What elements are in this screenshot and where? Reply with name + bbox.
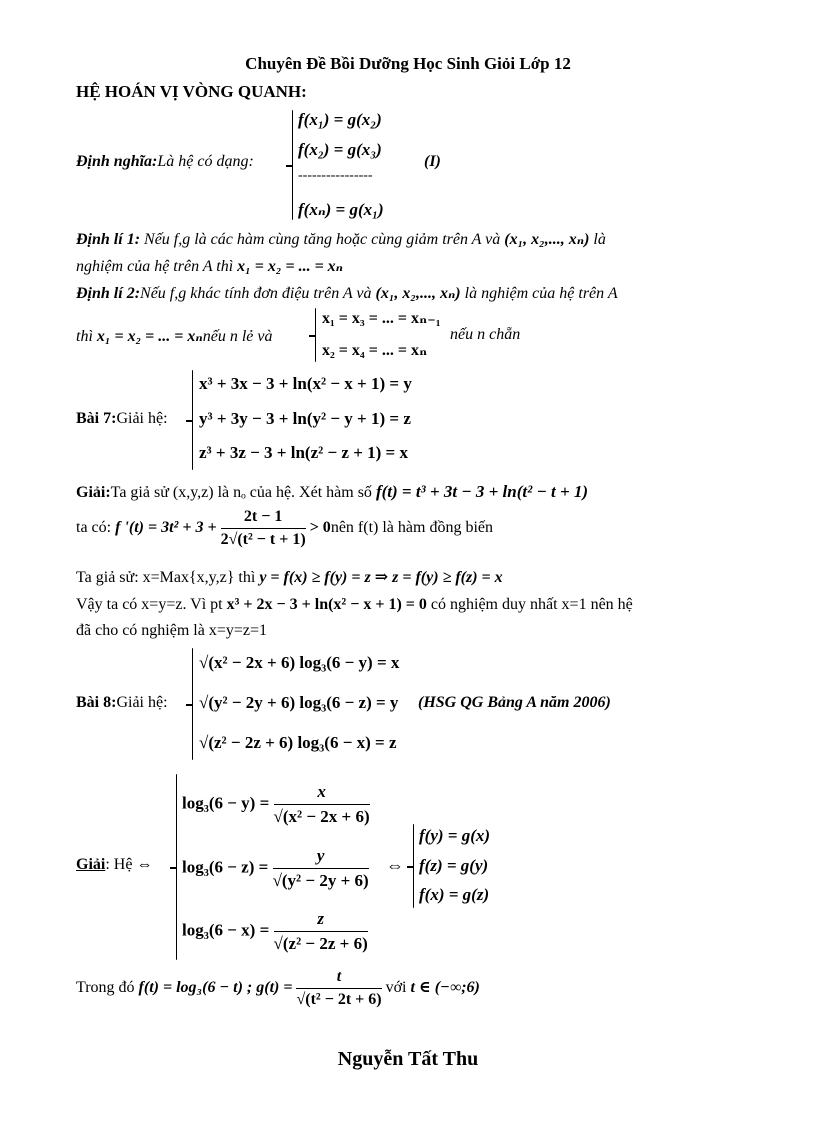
bai8-row3-num: z bbox=[274, 909, 368, 932]
bai7-line3 bbox=[76, 567, 503, 587]
theorem1-line2 bbox=[76, 256, 343, 276]
theorem2-even-brace bbox=[315, 308, 316, 362]
bai8-solution-text: : Hệ ⇔ bbox=[105, 856, 153, 873]
bai7-eq1: x³ + 3x − 3 + ln(x² − x + 1) = y bbox=[199, 374, 412, 393]
section-heading: HỆ HOÁN VỊ VÒNG QUANH: bbox=[76, 82, 307, 101]
bai7-line3-math: y = f(x) ≥ f(y) = z ⇒ z = f(y) ≥ f(z) = x bbox=[259, 569, 503, 586]
bai8-fg-1: f(y) = g(x) bbox=[419, 826, 491, 845]
bai8-solution-intro bbox=[76, 856, 152, 874]
bai7-label: Bài 7: bbox=[76, 410, 117, 427]
theorem1-text-b: là bbox=[589, 231, 606, 248]
bai8-row1-lhs: log₃(6 − y) = bbox=[182, 793, 274, 813]
bai8-equiv-symbol: ⇔ bbox=[386, 855, 404, 875]
document-title: Chuyên Đề Bồi Dưỡng Học Sinh Giỏi Lớp 12 bbox=[245, 54, 571, 73]
theorem2-text-e: nếu n chẵn bbox=[450, 326, 521, 343]
bai8-row1-fraction bbox=[274, 782, 370, 827]
definition-tag: (I) bbox=[424, 153, 441, 170]
bai8-fg-2: f(z) = g(y) bbox=[419, 856, 489, 875]
definition-label: Định nghĩa: bbox=[76, 153, 158, 170]
bai7-eq3: z³ + 3z − 3 + ln(z² − z + 1) = x bbox=[199, 443, 408, 462]
bai8-where-fraction bbox=[296, 968, 381, 1009]
author-name: Nguyễn Tất Thu bbox=[337, 1048, 479, 1070]
bai7-solution-label: Giải: bbox=[76, 484, 111, 501]
bai8-eq2: √(y² − 2y + 6) log₃(6 − z) = y bbox=[199, 693, 399, 712]
theorem2-tuple: (x₁, x₂,..., xₙ) bbox=[375, 285, 461, 302]
theorem1-tuple: (x₁, x₂,..., xₙ) bbox=[504, 231, 590, 248]
bai7-function: f(t) = t³ + 3t − 3 + ln(t² − t + 1) bbox=[375, 482, 589, 501]
bai8-solution-brace bbox=[176, 774, 177, 960]
bai8-row2-fraction bbox=[273, 846, 369, 891]
bai8-where-num: t bbox=[296, 968, 381, 989]
definition-eq-n: f(xₙ) = g(x₁) bbox=[298, 200, 384, 219]
bai8-where-text: Trong đó bbox=[76, 979, 139, 997]
bai7-text: Giải hệ: bbox=[116, 410, 168, 427]
theorem2-equality: x₁ = x₂ = ... = xₙ bbox=[96, 328, 203, 345]
bai7-solution-text: Ta giả sử (x,y,z) là nₒ của hệ. Xét hàm số bbox=[110, 484, 376, 501]
bai8-row2-den: √(y² − 2y + 6) bbox=[272, 871, 369, 890]
bai7-line4-text: Vậy ta có x=y=z. Vì pt bbox=[76, 596, 227, 613]
definition-intro bbox=[76, 153, 254, 171]
definition-eq-2: f(x₂) = g(x₃) bbox=[298, 140, 382, 159]
bai7-line4 bbox=[76, 596, 633, 614]
bai8-fg-brace bbox=[413, 824, 414, 908]
theorem2-text-d: nếu n lẻ và bbox=[202, 328, 273, 345]
bai7-eq2: y³ + 3y − 3 + ln(y² − y + 1) = z bbox=[199, 409, 411, 428]
theorem1-text-a: Nếu f,g là các hàm cùng tăng hoặc cùng giảm trên A và bbox=[140, 231, 505, 248]
theorem2-even-line1: x₁ = x₃ = ... = xₙ₋₁ bbox=[322, 310, 441, 327]
bai7-derivative-fraction bbox=[221, 508, 306, 549]
bai8-where-end: với bbox=[381, 979, 411, 997]
bai7-derivative-den: 2√(t² − t + 1) bbox=[220, 531, 306, 548]
bai7-derivative-text: nên f(t) là hàm đồng biến bbox=[330, 519, 493, 537]
bai8-label: Bài 8: bbox=[76, 694, 117, 711]
theorem2-line1 bbox=[76, 283, 618, 303]
bai8-row2-lhs: log₃(6 − z) = bbox=[182, 857, 273, 877]
bai8-row3 bbox=[182, 909, 368, 954]
bai8-where-f: f(t) = log₃(6 − t) ; g(t) = bbox=[138, 979, 297, 997]
theorem1-text-c: nghiệm của hệ trên A thì bbox=[76, 258, 238, 275]
bai8-row2 bbox=[182, 846, 369, 891]
bai8-row3-den: √(z² − 2z + 6) bbox=[273, 934, 368, 953]
bai7-derivative-lhs: f '(t) = 3t² + 3 + bbox=[115, 519, 221, 537]
bai7-line3-text: Ta giả sử: x=Max{x,y,z} thì bbox=[76, 569, 260, 586]
bai8-fg-3: f(x) = g(z) bbox=[419, 885, 490, 904]
bai8-row3-lhs: log₃(6 − x) = bbox=[182, 920, 274, 940]
bai8-intro bbox=[76, 694, 168, 712]
theorem2-even-line2: x₂ = x₄ = ... = xₙ bbox=[322, 342, 428, 359]
bai7-brace bbox=[192, 370, 193, 470]
theorem2-label: Định lí 2: bbox=[76, 285, 141, 302]
theorem1-line1 bbox=[76, 229, 606, 249]
definition-text: Là hệ có dạng: bbox=[157, 153, 254, 170]
bai7-line4-end: có nghiệm duy nhất x=1 nên hệ bbox=[426, 596, 633, 613]
bai7-line4-math: x³ + 2x − 3 + ln(x² − x + 1) = 0 bbox=[226, 596, 427, 613]
theorem2-text-c: thì bbox=[76, 328, 97, 345]
bai8-row1-den: √(x² − 2x + 6) bbox=[273, 807, 370, 826]
bai8-text: Giải hệ: bbox=[116, 694, 168, 711]
bai8-row3-fraction bbox=[274, 909, 368, 954]
bai8-row1-num: x bbox=[274, 782, 370, 805]
bai8-row1 bbox=[182, 782, 370, 827]
theorem2-text-a: Nếu f,g khác tính đơn điệu trên A và bbox=[140, 285, 376, 302]
bai8-brace bbox=[192, 648, 193, 760]
definition-eq-1: f(x₁) = g(x₂) bbox=[298, 110, 382, 129]
bai8-where-domain: t ∈ (−∞;6) bbox=[410, 979, 480, 997]
definition-eq-ellipsis: ---------------- bbox=[298, 168, 373, 183]
bai8-row2-num: y bbox=[273, 846, 369, 869]
bai7-intro bbox=[76, 410, 168, 428]
bai8-where-den: √(t² − 2t + 6) bbox=[296, 991, 382, 1008]
bai8-solution-label: Giải bbox=[76, 856, 106, 873]
bai7-line5: đã cho có nghiệm là x=y=z=1 bbox=[76, 622, 268, 639]
theorem1-label: Định lí 1: bbox=[76, 231, 141, 248]
bai7-derivative-prefix: ta có: bbox=[76, 519, 116, 537]
theorem2-text-b: là nghiệm của hệ trên A bbox=[460, 285, 618, 302]
bai7-derivative-line bbox=[76, 508, 493, 549]
theorem1-equality: x₁ = x₂ = ... = xₙ bbox=[237, 258, 344, 275]
definition-brace bbox=[292, 110, 293, 220]
theorem2-line2 bbox=[76, 326, 272, 346]
bai7-solution-line1 bbox=[76, 482, 588, 502]
bai7-derivative-rhs: > 0 bbox=[305, 519, 331, 537]
bai8-eq3: √(z² − 2z + 6) log₃(6 − x) = z bbox=[199, 733, 397, 752]
bai8-where-line bbox=[76, 968, 480, 1009]
bai8-note: (HSG QG Bảng A năm 2006) bbox=[418, 694, 611, 711]
bai8-eq1: √(x² − 2x + 6) log₃(6 − y) = x bbox=[199, 653, 400, 672]
bai7-derivative-num: 2t − 1 bbox=[221, 508, 306, 529]
